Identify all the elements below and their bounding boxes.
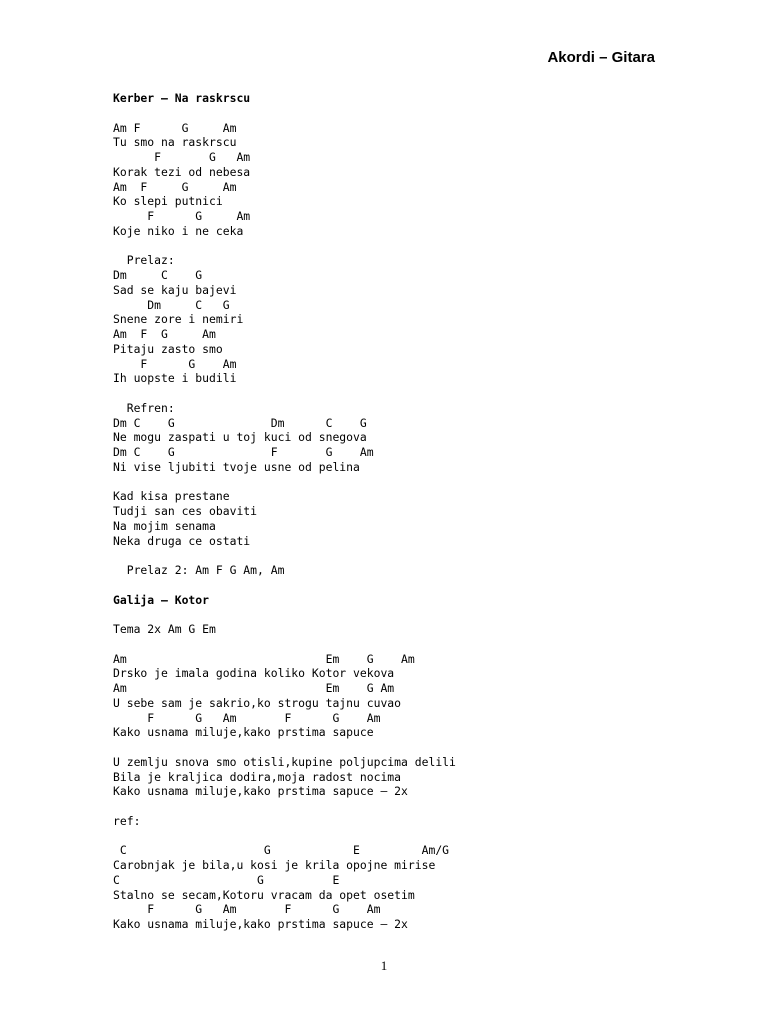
lyric-line: Tu smo na raskrscu	[113, 135, 237, 150]
lyric-line: Am Em G Am	[113, 681, 395, 695]
blank-line	[113, 578, 673, 593]
lyric-line: Kad kisa prestane	[113, 489, 230, 504]
lyric-line: Prelaz 2: Am F G Am, Am	[113, 563, 285, 577]
song-title: Galija – Kotor	[113, 592, 210, 607]
lyric-line: Prelaz:	[113, 253, 175, 268]
lyric-line: C G E Am/G	[113, 843, 450, 858]
blank-line	[113, 607, 673, 622]
lyric-line: Dm C G F G Am	[113, 445, 374, 459]
lyric-line: Carobnjak je bila,u kosi je krila opojne mirise	[113, 858, 436, 872]
page-header-title: Akordi – Gitara	[547, 49, 655, 66]
lyric-line: Snene zore i nemiri	[113, 312, 244, 327]
lyric-line: C G E	[113, 872, 340, 887]
lyric-line: Kako usnama miluje,kako prstima sapuce	[113, 725, 374, 740]
lyric-line: Refren:	[113, 400, 175, 415]
song-title: Kerber – Na raskrscu	[113, 91, 251, 105]
blank-line	[113, 740, 673, 755]
lyric-line: F G Am	[113, 150, 251, 164]
blank-line	[113, 475, 673, 490]
lyric-line: Pitaju zasto smo	[113, 341, 223, 356]
lyric-line: Stalno se secam,Kotoru vracam da opet osetim	[113, 887, 415, 902]
lyric-line: U sebe sam je sakrio,ko strogu tajnu cuvao	[113, 695, 402, 710]
lyric-line: Ni vise ljubiti tvoje usne od pelina	[113, 459, 360, 474]
lyric-line: Koje niko i ne ceka	[113, 223, 244, 238]
lyric-line: Na mojim senama	[113, 518, 216, 533]
lyric-line: Tudji san ces obaviti	[113, 504, 258, 518]
page-number: 1	[380, 958, 388, 973]
lyric-line: Am F G Am	[113, 120, 237, 135]
lyric-line: Ih uopste i budili	[113, 371, 237, 386]
lyric-line: Dm C G Dm C G	[113, 415, 367, 430]
lyric-line: Dm C G	[113, 268, 203, 282]
lyric-line: F G Am F G Am	[113, 710, 381, 725]
lyric-line: Dm C G	[113, 297, 230, 312]
blank-line	[113, 239, 673, 254]
lyric-line: U zemlju snova smo otisli,kupine poljupcima delili	[113, 754, 456, 769]
lyric-line: Ne mogu zaspati u toj kuci od snegova	[113, 430, 367, 445]
lyric-line: Kako usnama miluje,kako prstima sapuce – 2x	[113, 917, 408, 931]
blank-line	[113, 548, 673, 563]
lyric-line: Tema 2x Am G Em	[113, 622, 216, 636]
lyric-line: ref:	[113, 813, 141, 828]
lyric-line: Neka druga ce ostati	[113, 533, 251, 548]
chord-sheet-body	[113, 91, 673, 932]
blank-line	[113, 637, 673, 652]
lyric-line: Drsko je imala godina koliko Kotor vekova	[113, 666, 395, 681]
lyric-line: F G Am	[113, 209, 251, 223]
lyric-line: F G Am F G Am	[113, 902, 381, 917]
lyric-line: Kako usnama miluje,kako prstima sapuce – 2x	[113, 784, 408, 799]
lyric-line: Bila je kraljica dodira,moja radost nocima	[113, 769, 402, 784]
lyric-line: Am Em G Am	[113, 651, 415, 666]
lyric-line: F G Am	[113, 356, 237, 371]
lyric-line: Sad se kaju bajevi	[113, 282, 237, 297]
blank-line	[113, 106, 673, 121]
lyric-line: Korak tezi od nebesa	[113, 164, 251, 179]
lyric-line: Am F G Am	[113, 327, 216, 341]
lyric-line: Am F G Am	[113, 179, 237, 194]
blank-line	[113, 829, 673, 844]
blank-line	[113, 386, 673, 401]
lyric-line: Ko slepi putnici	[113, 194, 223, 209]
blank-line	[113, 799, 673, 814]
